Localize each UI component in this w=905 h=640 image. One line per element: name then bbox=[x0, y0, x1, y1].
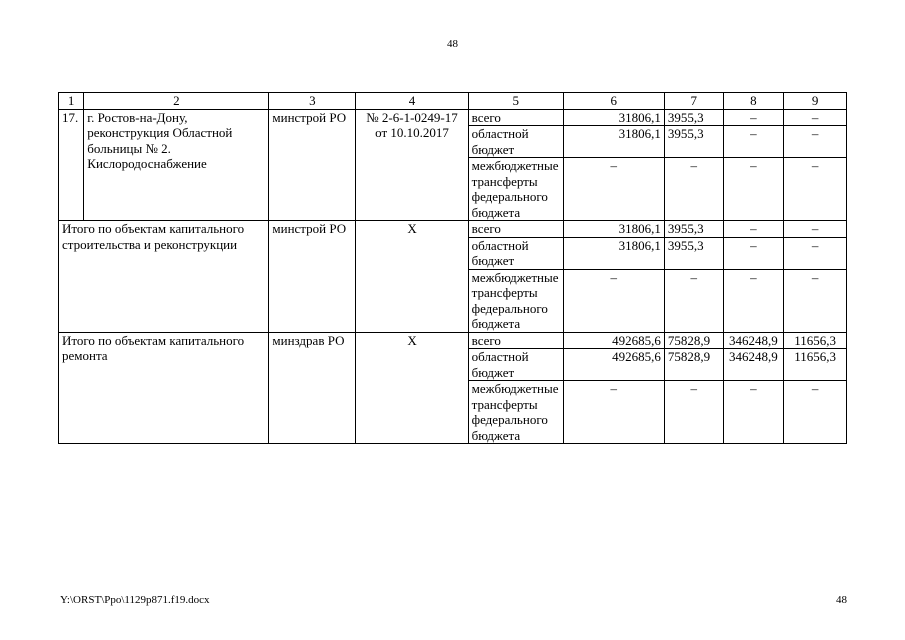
document-ref: № 2-6-1-0249-17 от 10.10.2017 bbox=[356, 109, 468, 221]
document-ref: Х bbox=[356, 332, 468, 444]
object-name: г. Ростов-на-Дону, реконструкция Областной больницы № 2. Кислородоснабжение bbox=[84, 109, 269, 221]
value-col7: 3955,3 bbox=[664, 237, 723, 269]
funding-source: всего bbox=[468, 221, 563, 238]
value-col8: – bbox=[723, 109, 784, 126]
header-row bbox=[59, 93, 847, 110]
value-col6: 492685,6 bbox=[563, 332, 664, 349]
value-col9: 11656,3 bbox=[784, 349, 847, 381]
value-col9: – bbox=[784, 269, 847, 332]
budget-table bbox=[58, 92, 847, 444]
table-row bbox=[59, 332, 847, 349]
value-col7: – bbox=[664, 269, 723, 332]
value-col9: – bbox=[784, 237, 847, 269]
value-col6: 31806,1 bbox=[563, 109, 664, 126]
value-col8: – bbox=[723, 158, 784, 221]
total-capital-construction-label: Итого по объектам капитального строительства и реконструкции bbox=[59, 221, 269, 333]
total-capital-repair-label: Итого по объектам капитального ремонта bbox=[59, 332, 269, 444]
page-number-top: 48 bbox=[447, 38, 458, 50]
value-col7: 3955,3 bbox=[664, 126, 723, 158]
row-number: 17. bbox=[59, 109, 84, 221]
value-col8: – bbox=[723, 237, 784, 269]
funding-source: областной бюджет bbox=[468, 126, 563, 158]
value-col7: – bbox=[664, 381, 723, 444]
value-col6: 492685,6 bbox=[563, 349, 664, 381]
header-cell-4: 4 bbox=[356, 93, 468, 110]
funding-source: межбюджетные трансферты федерального бюджета bbox=[468, 269, 563, 332]
table-row bbox=[59, 109, 847, 126]
executor: минстрой РО bbox=[269, 221, 356, 333]
value-col6: – bbox=[563, 381, 664, 444]
funding-source: межбюджетные трансферты федерального бюджета bbox=[468, 381, 563, 444]
header-cell-9: 9 bbox=[784, 93, 847, 110]
header-cell-5: 5 bbox=[468, 93, 563, 110]
funding-source: всего bbox=[468, 109, 563, 126]
header-cell-7: 7 bbox=[664, 93, 723, 110]
value-col8: – bbox=[723, 269, 784, 332]
footer-page-number: 48 bbox=[836, 594, 847, 606]
funding-source: областной бюджет bbox=[468, 349, 563, 381]
value-col9: – bbox=[784, 221, 847, 238]
executor: минздрав РО bbox=[269, 332, 356, 444]
header-cell-2: 2 bbox=[84, 93, 269, 110]
funding-source: межбюджетные трансферты федерального бюджета bbox=[468, 158, 563, 221]
value-col8: 346248,9 bbox=[723, 332, 784, 349]
funding-source: всего bbox=[468, 332, 563, 349]
value-col6: 31806,1 bbox=[563, 126, 664, 158]
header-cell-6: 6 bbox=[563, 93, 664, 110]
value-col8: – bbox=[723, 221, 784, 238]
value-col8: 346248,9 bbox=[723, 349, 784, 381]
value-col9: – bbox=[784, 126, 847, 158]
document-ref: Х bbox=[356, 221, 468, 333]
value-col6: – bbox=[563, 158, 664, 221]
value-col6: 31806,1 bbox=[563, 221, 664, 238]
header-cell-3: 3 bbox=[269, 93, 356, 110]
value-col7: 3955,3 bbox=[664, 221, 723, 238]
value-col7: 75828,9 bbox=[664, 332, 723, 349]
value-col7: 3955,3 bbox=[664, 109, 723, 126]
header-cell-8: 8 bbox=[723, 93, 784, 110]
value-col6: – bbox=[563, 269, 664, 332]
value-col9: – bbox=[784, 381, 847, 444]
value-col8: – bbox=[723, 381, 784, 444]
value-col6: 31806,1 bbox=[563, 237, 664, 269]
footer-file-path: Y:\ORST\Ppo\1129p871.f19.docx bbox=[60, 594, 210, 606]
executor: минстрой РО bbox=[269, 109, 356, 221]
header-cell-1: 1 bbox=[59, 93, 84, 110]
value-col7: 75828,9 bbox=[664, 349, 723, 381]
value-col9: – bbox=[784, 109, 847, 126]
value-col8: – bbox=[723, 126, 784, 158]
value-col9: 11656,3 bbox=[784, 332, 847, 349]
value-col7: – bbox=[664, 158, 723, 221]
funding-source: областной бюджет bbox=[468, 237, 563, 269]
value-col9: – bbox=[784, 158, 847, 221]
table-row bbox=[59, 221, 847, 238]
